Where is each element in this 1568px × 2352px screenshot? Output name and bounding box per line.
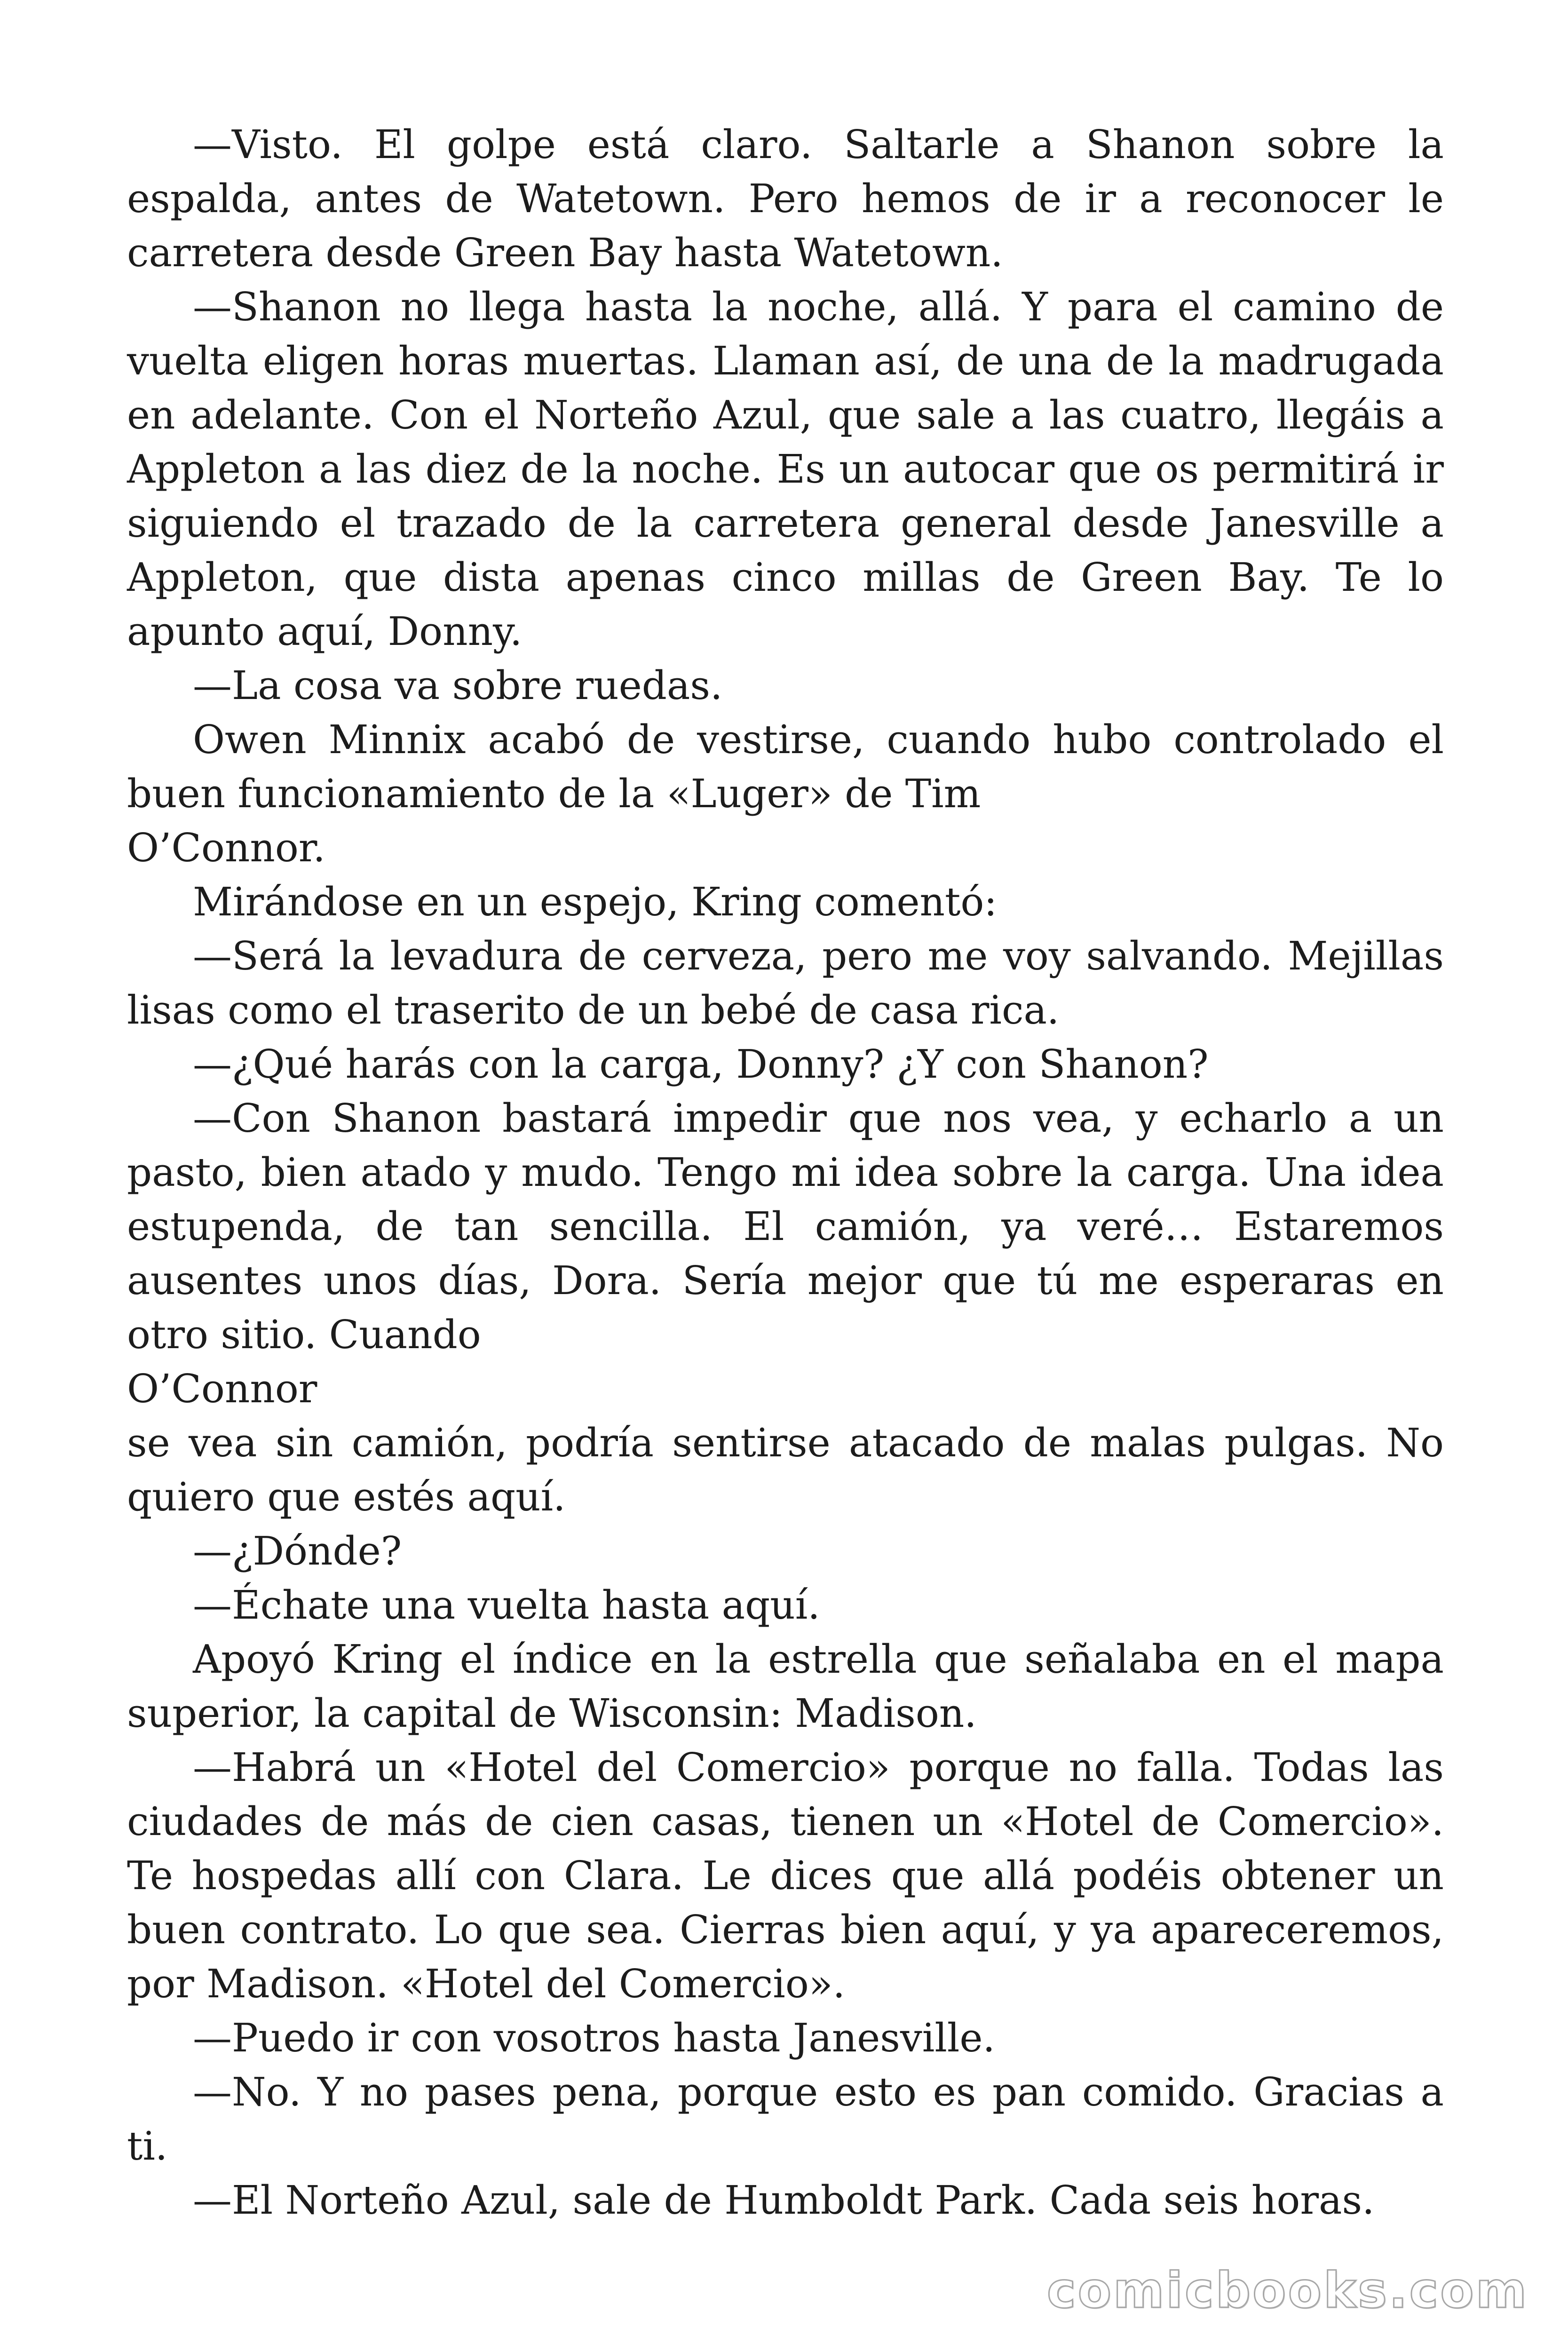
paragraph: —La cosa va sobre ruedas. <box>193 663 723 708</box>
paragraph-fragment: O’Connor. <box>127 825 325 871</box>
paragraph: —Con Shanon bastará impedir que nos vea, y echarlo a un pasto, bien atado y mudo. Tengo mi idea sobre la carga. Una idea estupenda, de tan sencilla. El camión, ya veré… Estaremos ausentes unos días, Dora. Sería mejor que tú me esperaras en otro sitio. Cuando <box>127 1096 1444 1358</box>
page-text <box>127 118 1444 2227</box>
paragraph: —El Norteño Azul, sale de Humboldt Park. Cada seis horas. <box>193 2177 1375 2223</box>
paragraph: —Échate una vuelta hasta aquí. <box>193 1582 820 1628</box>
paragraph: —Shanon no llega hasta la noche, allá. Y para el camino de vuelta eligen horas muertas. Llaman así, de una de la madrugada en adelante. Con el Norteño Azul, que sale a las cuatro, llegáis a Appleton a las diez de la noche. Es un autocar que os permitirá ir siguiendo el trazado de la carretera general desde Janesville a Appleton, que dista apenas cinco millas de Green Bay. Te lo apunto aquí, Donny. <box>127 284 1444 654</box>
paragraph: —No. Y no pases pena, porque esto es pan comido. Gracias a ti. <box>127 2069 1444 2169</box>
paragraph: —Puedo ir con vosotros hasta Janesville. <box>193 2015 995 2061</box>
paragraph: —¿Qué harás con la carga, Donny? ¿Y con Shanon? <box>193 1041 1209 1087</box>
paragraph: —Visto. El golpe está claro. Saltarle a Shanon sobre la espalda, antes de Watetown. Pero hemos de ir a reconocer le carretera desde Green Bay hasta Watetown. <box>127 122 1444 276</box>
paragraph: Apoyó Kring el índice en la estrella que señalaba en el mapa superior, la capital de Wisconsin: Madison. <box>127 1637 1444 1736</box>
paragraph: —¿Dónde? <box>193 1528 402 1574</box>
paragraph: —Será la levadura de cerveza, pero me voy salvando. Mejillas lisas como el traserito de un bebé de casa rica. <box>127 933 1444 1033</box>
watermark: comicbooks.com <box>1046 2262 1528 2319</box>
paragraph: Mirándose en un espejo, Kring comentó: <box>193 879 998 925</box>
paragraph-fragment: O’Connor <box>127 1366 317 1412</box>
paragraph: —Habrá un «Hotel del Comercio» porque no falla. Todas las ciudades de más de cien casas, tienen un «Hotel de Comercio». Te hospedas allí con Clara. Le dices que allá podéis obtener un buen contrato. Lo que sea. Cierras bien aquí, y ya apareceremos, por Madison. «Hotel del Comercio». <box>127 1745 1444 2007</box>
paragraph-continuation: se vea sin camión, podría sentirse atacado de malas pulgas. No quiero que estés aquí. <box>127 1420 1444 1520</box>
paragraph: Owen Minnix acabó de vestirse, cuando hubo controlado el buen funcionamiento de la «Luger» de Tim <box>127 717 1444 817</box>
